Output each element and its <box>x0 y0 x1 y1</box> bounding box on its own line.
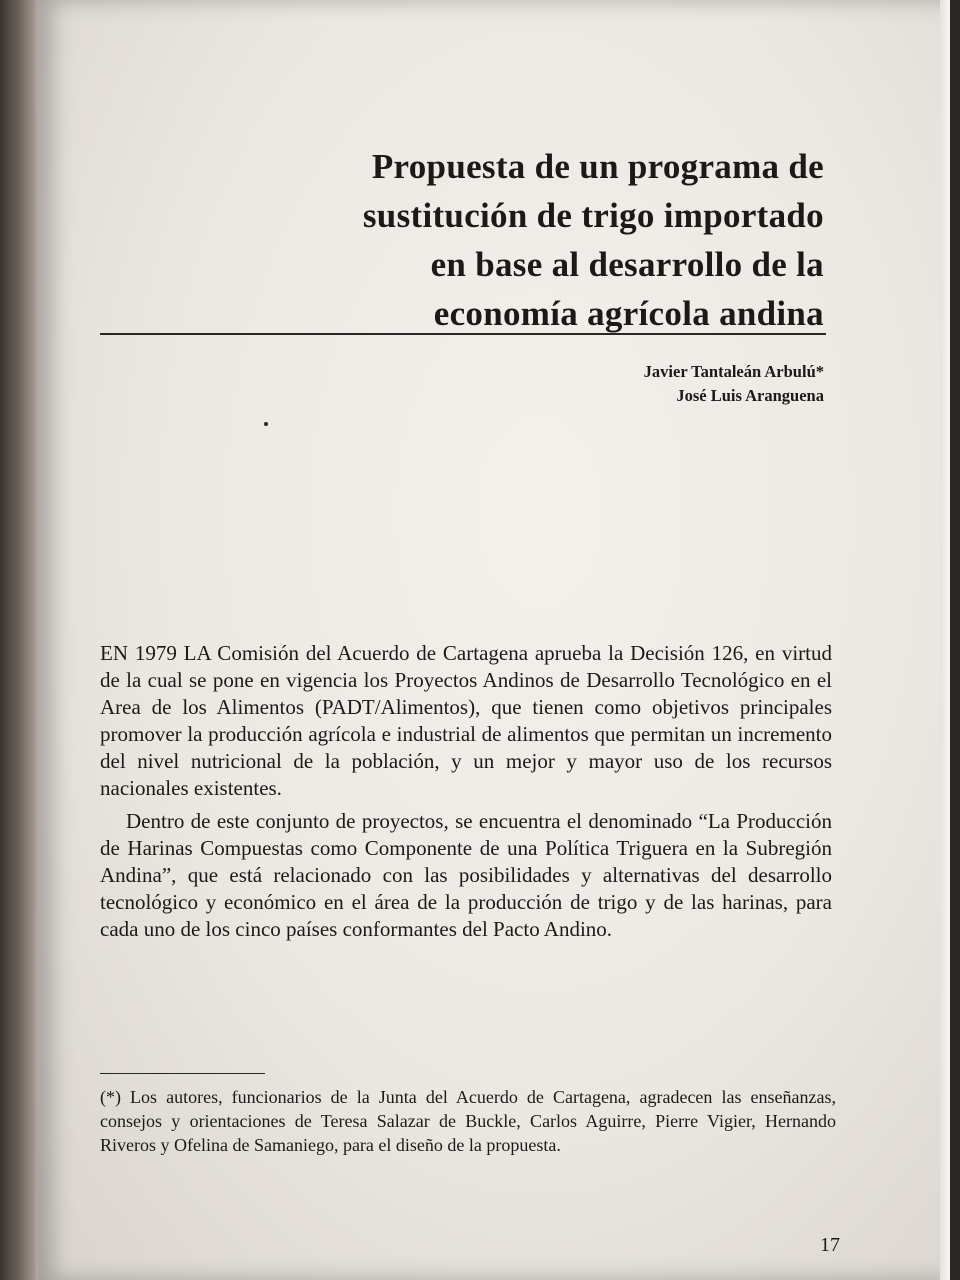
page-edge <box>940 0 950 1280</box>
footnote-divider <box>100 1073 265 1074</box>
book-page <box>38 0 950 1280</box>
article-body <box>100 640 832 943</box>
ink-speck <box>264 422 268 426</box>
author-name: José Luis Aranguena <box>676 386 824 405</box>
footnote: (*) Los autores, funcionarios de la Junta del Acuerdo de Cartagena, agradecen las enseñanzas, consejos y orientaciones de Teresa Salazar de Buckle, Carlos Aguirre, Pierre Vigier, Hernando Riveros y Ofelina de Samaniego, para el diseño de la propuesta. <box>100 1087 836 1155</box>
author-name: Javier Tantaleán Arbulú* <box>643 362 824 381</box>
page-number: 17 <box>820 1234 840 1256</box>
title-divider <box>100 333 826 335</box>
body-paragraph: Dentro de este conjunto de proyectos, se encuentra el denominado “La Producción de Harinas Compuestas como Componente de una Política Triguera en la Subregión Andina”, que está relacionado con las posibilidades y alternativas del desarrollo tecnológico y económico en el área de la producción de trigo y de las harinas, para cada uno de los cinco países conformantes del Pacto Andino. <box>100 809 832 941</box>
author-list <box>338 360 824 408</box>
article-title: Propuesta de un programa de sustitución de trigo importado en base al desarrollo de la economía agrícola andina <box>362 147 824 333</box>
body-paragraph: EN 1979 LA Comisión del Acuerdo de Cartagena aprueba la Decisión 126, en virtud de la cual se pone en vigencia los Proyectos Andinos de Desarrollo Tecnológico en el Area de los Alimentos (PADT/Alimentos), que tienen como objetivos principales promover la producción agrícola e industrial de alimentos que permitan un incremento del nivel nutricional de la población, y un mejor y mayor uso de los recursos nacionales existentes. <box>100 641 832 800</box>
book-spine-shadow <box>0 0 42 1280</box>
